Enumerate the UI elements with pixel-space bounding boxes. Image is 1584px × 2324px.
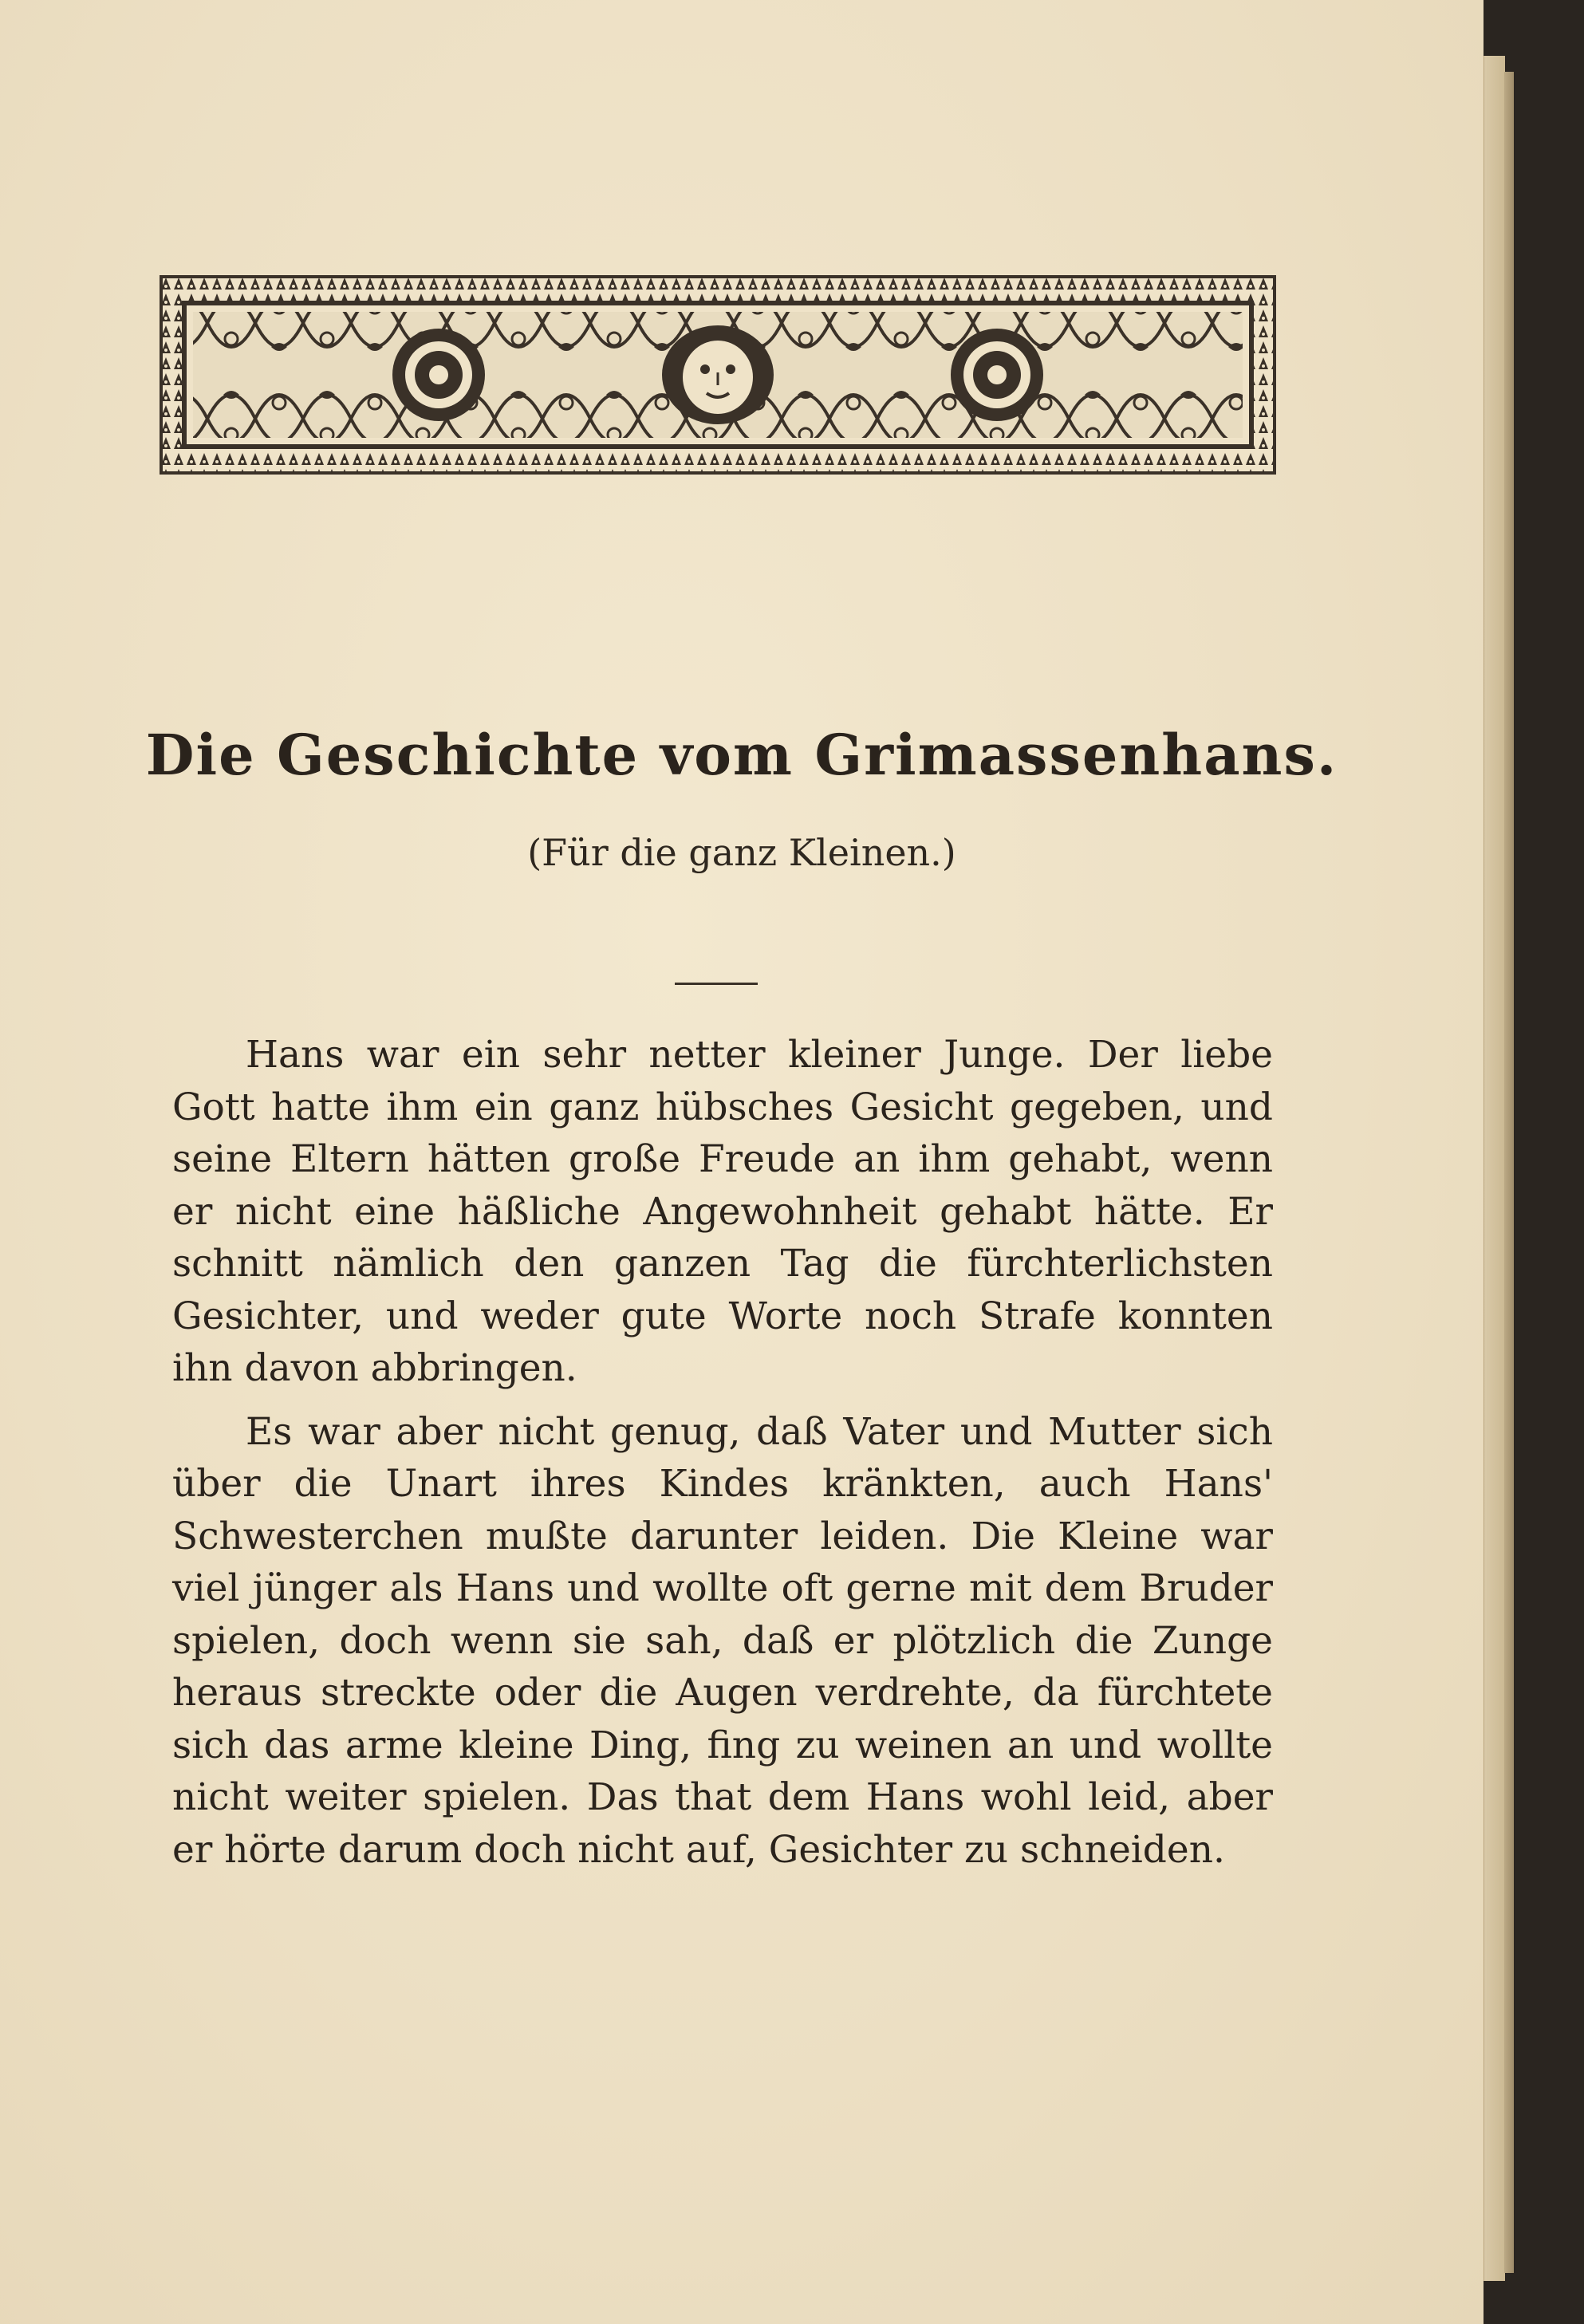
cherub-face <box>662 325 774 424</box>
story-subtitle: (Für die ganz Kleinen.) <box>527 831 956 874</box>
rosette-left <box>392 329 485 421</box>
divider-rule <box>675 983 758 985</box>
page-edge-shadow <box>1504 72 1514 2273</box>
page-edge <box>1484 56 1505 2281</box>
paragraph-1: Hans war ein sehr netter kleiner Junge. Der liebe Gott hatte ihm ein ganz hübsches Gesicht gegeben, und seine Eltern hätten große Freude an ihm gehabt, wenn er nicht eine häßliche Angewohnheit gehabt hätte. Er schnitt nämlich den ganzen Tag die fürchterlichsten Gesichter, und weder gute Worte noch Strafe konnten ihn davon abbringen. <box>172 1033 1273 1390</box>
paragraph-2: Es war aber nicht genug, daß Vater und Mutter sich über die Unart ihres Kindes kränkten, auch Hans' Schwesterchen mußte darunter leiden. Die Kleine war viel jünger als Hans und wollte oft gerne mit dem Bruder spielen, doch wenn sie sah, daß er plötzlich die Zunge heraus streckte oder die Augen verdrehte, da fürchtete sich das arme kleine Ding, fing zu weinen an und wollte nicht weiter spielen. Das that dem Hans wohl leid, aber er hörte darum doch nicht auf, Gesichter zu schneiden. <box>172 1409 1273 1872</box>
rosette-right <box>951 329 1043 421</box>
story-title: Die Geschichte vom Grimassenhans. <box>145 722 1338 788</box>
ornamental-headpiece <box>160 275 1276 475</box>
story-body <box>172 1029 1273 1876</box>
